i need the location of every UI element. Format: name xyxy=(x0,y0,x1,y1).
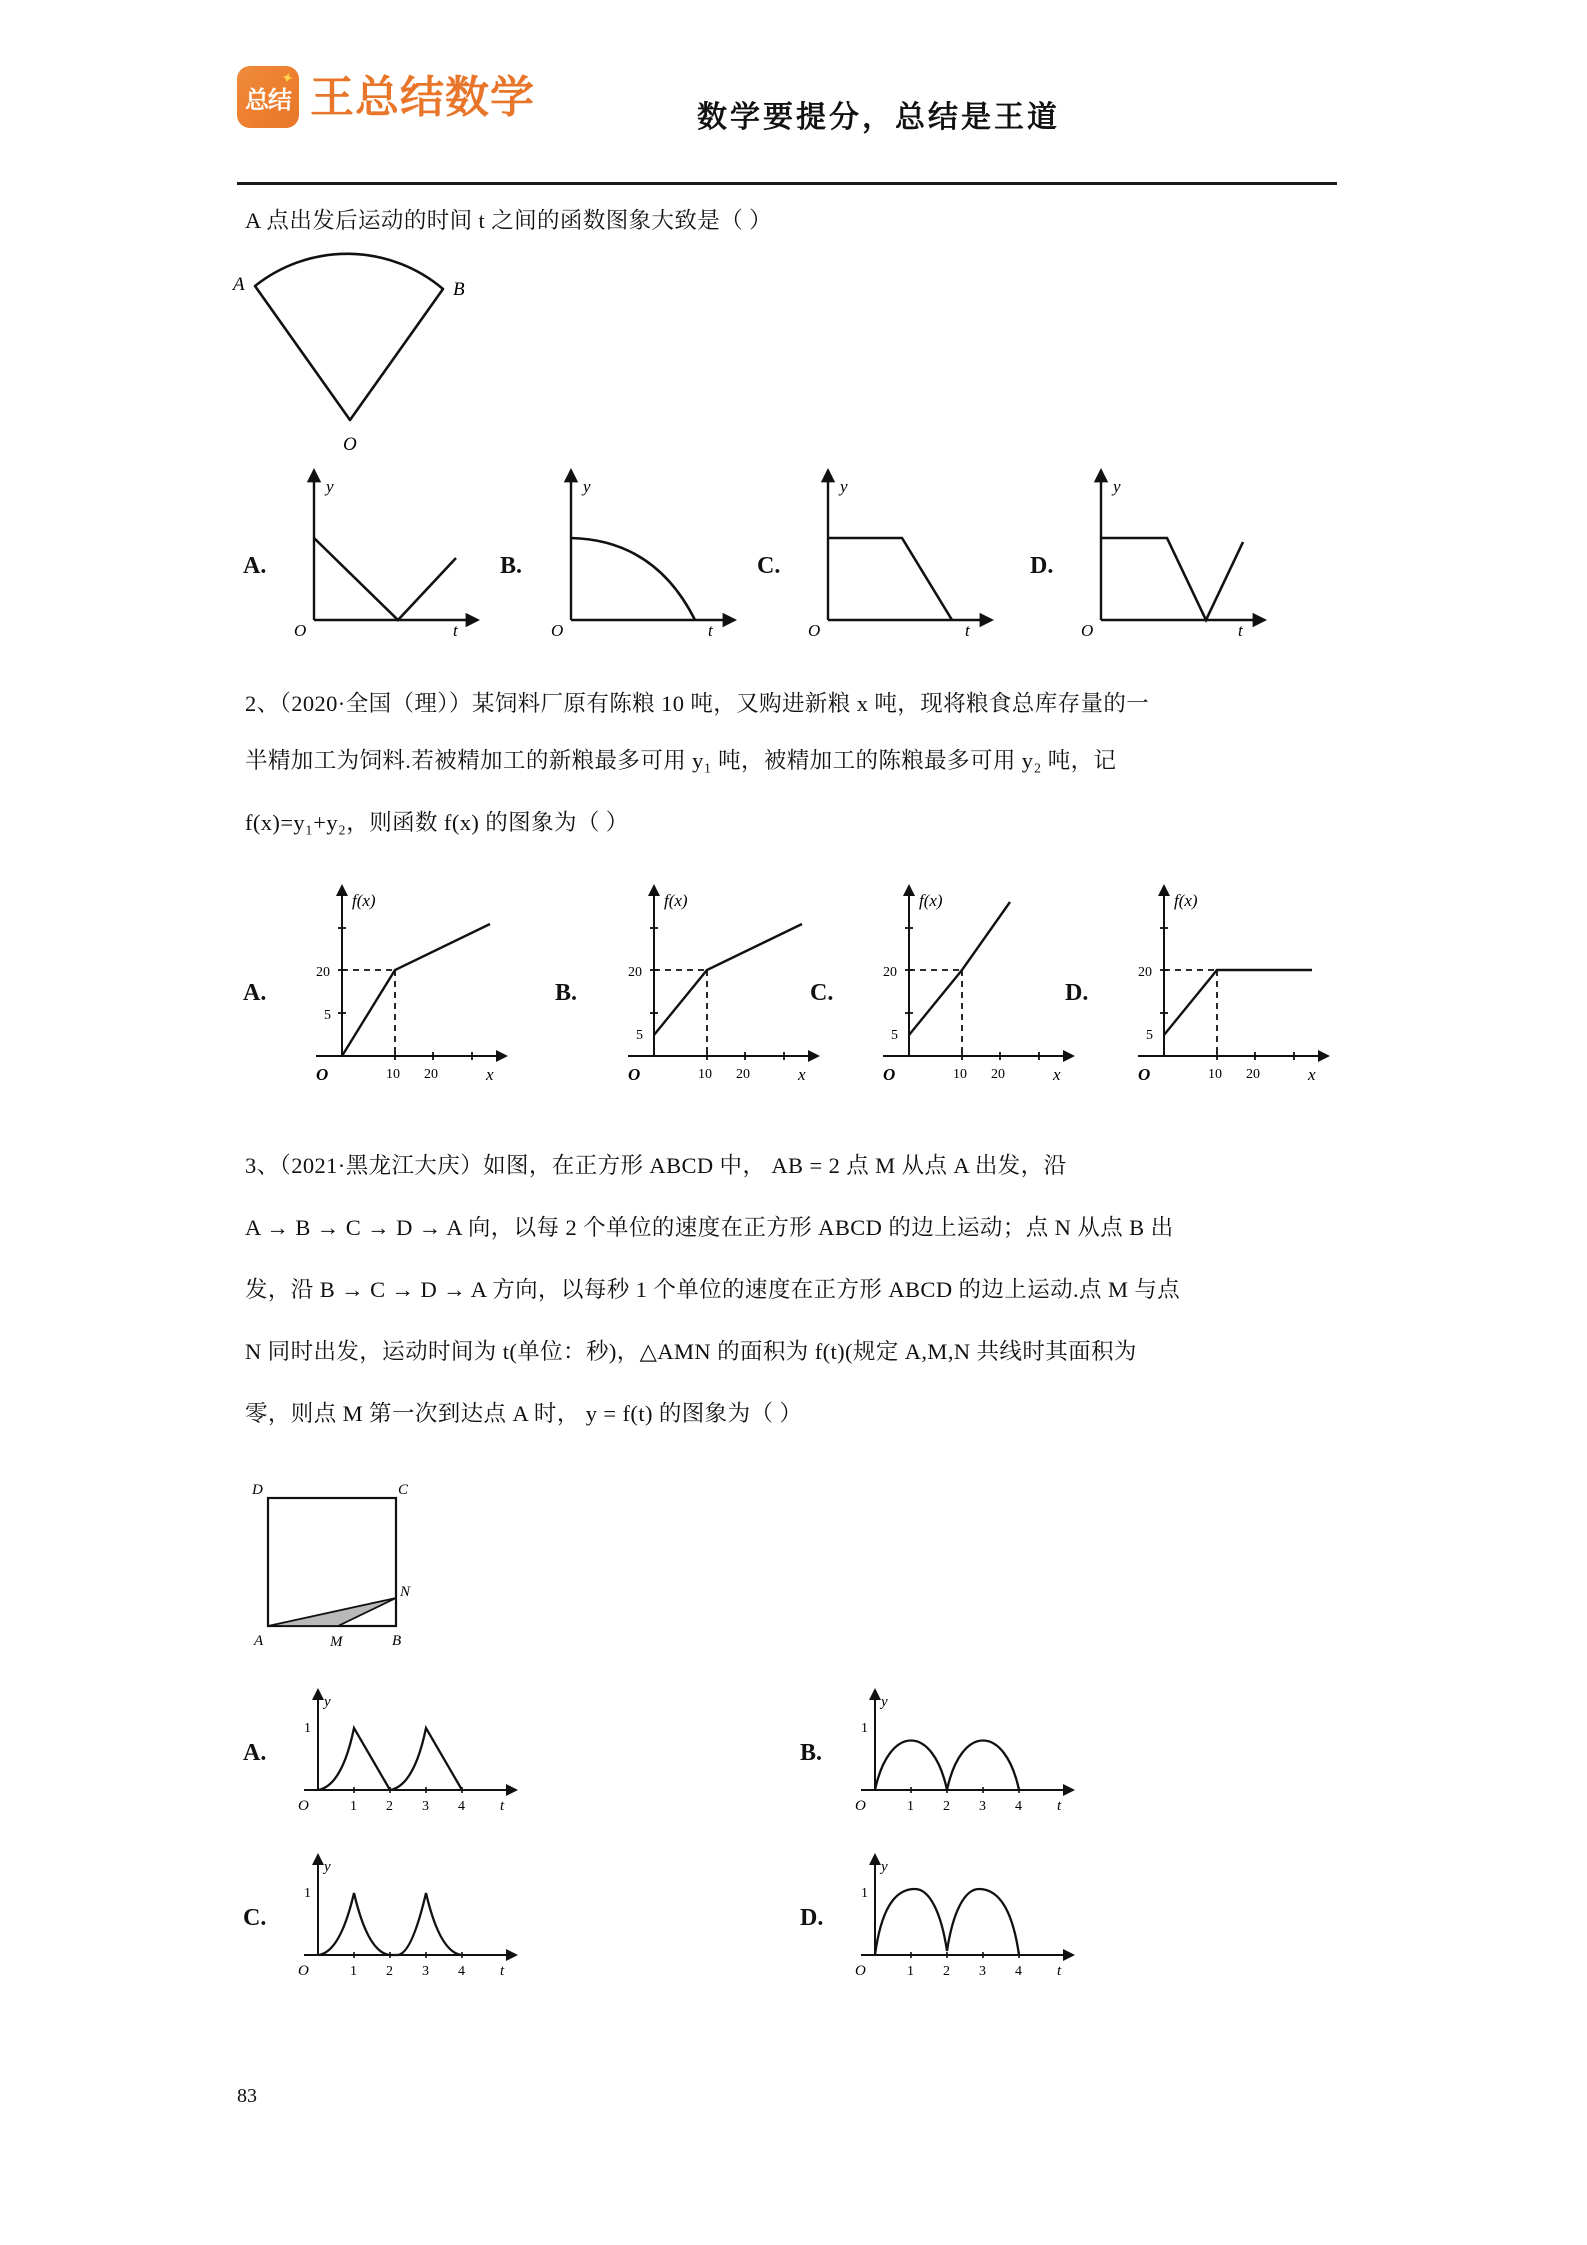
q1-option-b-graph[interactable] xyxy=(545,470,745,640)
page-number: 83 xyxy=(237,2085,257,2107)
xtick-1: 1 xyxy=(350,1964,357,1979)
label-A: A xyxy=(233,274,245,295)
axis-x-label: t xyxy=(1238,621,1243,640)
q1-option-c-graph[interactable] xyxy=(802,470,1002,640)
axis-x-label: t xyxy=(1057,1798,1062,1814)
origin-label: O xyxy=(316,1065,329,1084)
origin-label: O xyxy=(855,1963,866,1979)
ytick-1: 1 xyxy=(304,1886,311,1901)
axis-y-label: y xyxy=(326,477,334,496)
q1-stem-line-1: A 点出发后运动的时间 t 之间的函数图象大致是（ ） xyxy=(245,208,773,233)
q3-option-c-label[interactable]: C. xyxy=(243,1905,267,1931)
origin-label: O xyxy=(294,621,307,640)
label-B: B xyxy=(453,279,465,300)
q1-option-d-graph[interactable] xyxy=(1075,470,1275,640)
axis-x-label: x xyxy=(798,1065,806,1084)
axis-y-label: y xyxy=(1113,477,1121,496)
q3-stem-line-1: 3、（2021·黑龙江大庆）如图，在正方形 ABCD 中， AB = 2 点 M 从点 A 出发，沿 xyxy=(245,1153,1067,1178)
xtick-2: 2 xyxy=(386,1799,393,1814)
ytick-5: 5 xyxy=(636,1028,643,1043)
header-tagline: 数学要提分，总结是王道 xyxy=(697,101,1060,134)
xtick-2: 2 xyxy=(943,1799,950,1814)
xtick-3: 3 xyxy=(979,1964,986,1979)
q3-option-a-graph[interactable] xyxy=(288,1690,548,1820)
xtick-1: 1 xyxy=(907,1964,914,1979)
xtick-4: 4 xyxy=(458,1964,465,1979)
xtick-10: 10 xyxy=(386,1067,400,1082)
q3-stem-line-2: A → B → C → D → A 向，以每 2 个单位的速度在正方形 ABCD 的边上运动；点 N 从点 B 出 xyxy=(245,1215,1174,1240)
xtick-2: 2 xyxy=(386,1964,393,1979)
axis-y-label: y xyxy=(324,1859,331,1875)
q2-stem-line-3: f(x)=y₁+y₂，则函数 f(x) 的图象为（ ） xyxy=(245,810,629,835)
header-divider xyxy=(237,182,1337,185)
label-C: C xyxy=(398,1482,409,1498)
xtick-20: 20 xyxy=(736,1067,750,1082)
origin-label: O xyxy=(628,1065,641,1084)
axis-x-label: t xyxy=(708,621,713,640)
crown-icon: ✦ xyxy=(279,69,296,89)
q3-option-b-label[interactable]: B. xyxy=(800,1740,823,1766)
origin-label: O xyxy=(855,1798,866,1814)
q1-option-b-label[interactable]: B. xyxy=(500,553,523,579)
ytick-5: 5 xyxy=(324,1008,331,1023)
q2-stem-line-1: 2、（2020·全国（理））某饲料厂原有陈粮 10 吨，又购进新粮 x 吨，现将粮食总库存量的一 xyxy=(245,691,1150,716)
q3-stem-line-4: N 同时出发，运动时间为 t(单位：秒)，△AMN 的面积为 f(t)(规定 A,M,N 共线时其面积为 xyxy=(245,1339,1137,1364)
q1-sector-figure xyxy=(225,262,525,472)
ytick-20: 20 xyxy=(1138,965,1152,980)
xtick-4: 4 xyxy=(1015,1799,1022,1814)
q2-option-d-label[interactable]: D. xyxy=(1065,980,1089,1006)
q2-option-c-label[interactable]: C. xyxy=(810,980,834,1006)
ytick-20: 20 xyxy=(316,965,330,980)
ytick-1: 1 xyxy=(304,1721,311,1736)
ytick-20: 20 xyxy=(883,965,897,980)
q3-square-figure xyxy=(240,1480,440,1650)
q3-option-a-label[interactable]: A. xyxy=(243,1740,267,1766)
axis-x-label: t xyxy=(965,621,970,640)
axis-y-label: y xyxy=(840,477,848,496)
ytick-5: 5 xyxy=(1146,1028,1153,1043)
ytick-20: 20 xyxy=(628,965,642,980)
origin-label: O xyxy=(883,1065,896,1084)
label-N: N xyxy=(400,1584,411,1600)
axis-x-label: x xyxy=(1053,1065,1061,1084)
logo-wordmark: 王总结数学 xyxy=(310,72,535,123)
axis-x-label: t xyxy=(1057,1963,1062,1979)
q1-option-a-graph[interactable] xyxy=(288,470,488,640)
axis-x-label: t xyxy=(500,1963,505,1979)
origin-label: O xyxy=(1138,1065,1151,1084)
q1-option-c-label[interactable]: C. xyxy=(757,553,781,579)
label-M: M xyxy=(330,1634,343,1650)
axis-y-label: f(x) xyxy=(1174,891,1198,910)
q2-option-b-graph[interactable] xyxy=(612,880,827,1090)
xtick-2: 2 xyxy=(943,1964,950,1979)
ytick-1: 1 xyxy=(861,1721,868,1736)
axis-y-label: f(x) xyxy=(352,891,376,910)
xtick-10: 10 xyxy=(953,1067,967,1082)
origin-label: O xyxy=(808,621,821,640)
axis-y-label: f(x) xyxy=(664,891,688,910)
xtick-20: 20 xyxy=(991,1067,1005,1082)
xtick-10: 10 xyxy=(1208,1067,1222,1082)
axis-y-label: y xyxy=(583,477,591,496)
axis-x-label: t xyxy=(453,621,458,640)
q3-option-c-graph[interactable] xyxy=(288,1855,548,1985)
ytick-5: 5 xyxy=(891,1028,898,1043)
xtick-3: 3 xyxy=(422,1964,429,1979)
axis-y-label: y xyxy=(881,1694,888,1710)
logo-badge-icon xyxy=(237,66,299,128)
q2-stem-line-2: 半精加工为饲料.若被精加工的新粮最多可用 y₁ 吨，被精加工的陈粮最多可用 y₂ 吨，记 xyxy=(245,748,1117,773)
label-A: A xyxy=(254,1633,264,1649)
q3-stem-line-5: 零，则点 M 第一次到达点 A 时， y = f(t) 的图象为（ ） xyxy=(245,1401,803,1426)
q1-option-a-label[interactable]: A. xyxy=(243,553,267,579)
label-B: B xyxy=(392,1633,402,1649)
xtick-4: 4 xyxy=(1015,1964,1022,1979)
q3-option-b-graph[interactable] xyxy=(845,1690,1105,1820)
q1-option-d-label[interactable]: D. xyxy=(1030,553,1054,579)
origin-label: O xyxy=(1081,621,1094,640)
origin-label: O xyxy=(551,621,564,640)
q2-option-d-graph[interactable] xyxy=(1122,880,1337,1090)
xtick-3: 3 xyxy=(979,1799,986,1814)
axis-y-label: f(x) xyxy=(919,891,943,910)
q2-option-b-label[interactable]: B. xyxy=(555,980,578,1006)
origin-label: O xyxy=(298,1963,309,1979)
xtick-10: 10 xyxy=(698,1067,712,1082)
ytick-1: 1 xyxy=(861,1886,868,1901)
q2-option-c-graph[interactable] xyxy=(867,880,1082,1090)
brand-logo xyxy=(237,66,535,128)
axis-x-label: x xyxy=(486,1065,494,1084)
axis-x-label: t xyxy=(500,1798,505,1814)
axis-y-label: y xyxy=(881,1859,888,1875)
xtick-20: 20 xyxy=(1246,1067,1260,1082)
origin-label: O xyxy=(298,1798,309,1814)
page-header xyxy=(237,62,1335,152)
q3-option-d-label[interactable]: D. xyxy=(800,1905,824,1931)
xtick-3: 3 xyxy=(422,1799,429,1814)
xtick-1: 1 xyxy=(350,1799,357,1814)
q2-option-a-label[interactable]: A. xyxy=(243,980,267,1006)
axis-y-label: y xyxy=(324,1694,331,1710)
xtick-4: 4 xyxy=(458,1799,465,1814)
xtick-1: 1 xyxy=(907,1799,914,1814)
xtick-20: 20 xyxy=(424,1067,438,1082)
q3-stem-line-3: 发，沿 B → C → D → A 方向，以每秒 1 个单位的速度在正方形 ABCD 的边上运动.点 M 与点 xyxy=(245,1277,1181,1302)
q2-option-a-graph[interactable] xyxy=(300,880,515,1090)
label-D: D xyxy=(252,1482,263,1498)
axis-x-label: x xyxy=(1308,1065,1316,1084)
label-O: O xyxy=(343,434,357,455)
q3-option-d-graph[interactable] xyxy=(845,1855,1105,1985)
logo-badge-label: 总结 xyxy=(245,86,291,114)
